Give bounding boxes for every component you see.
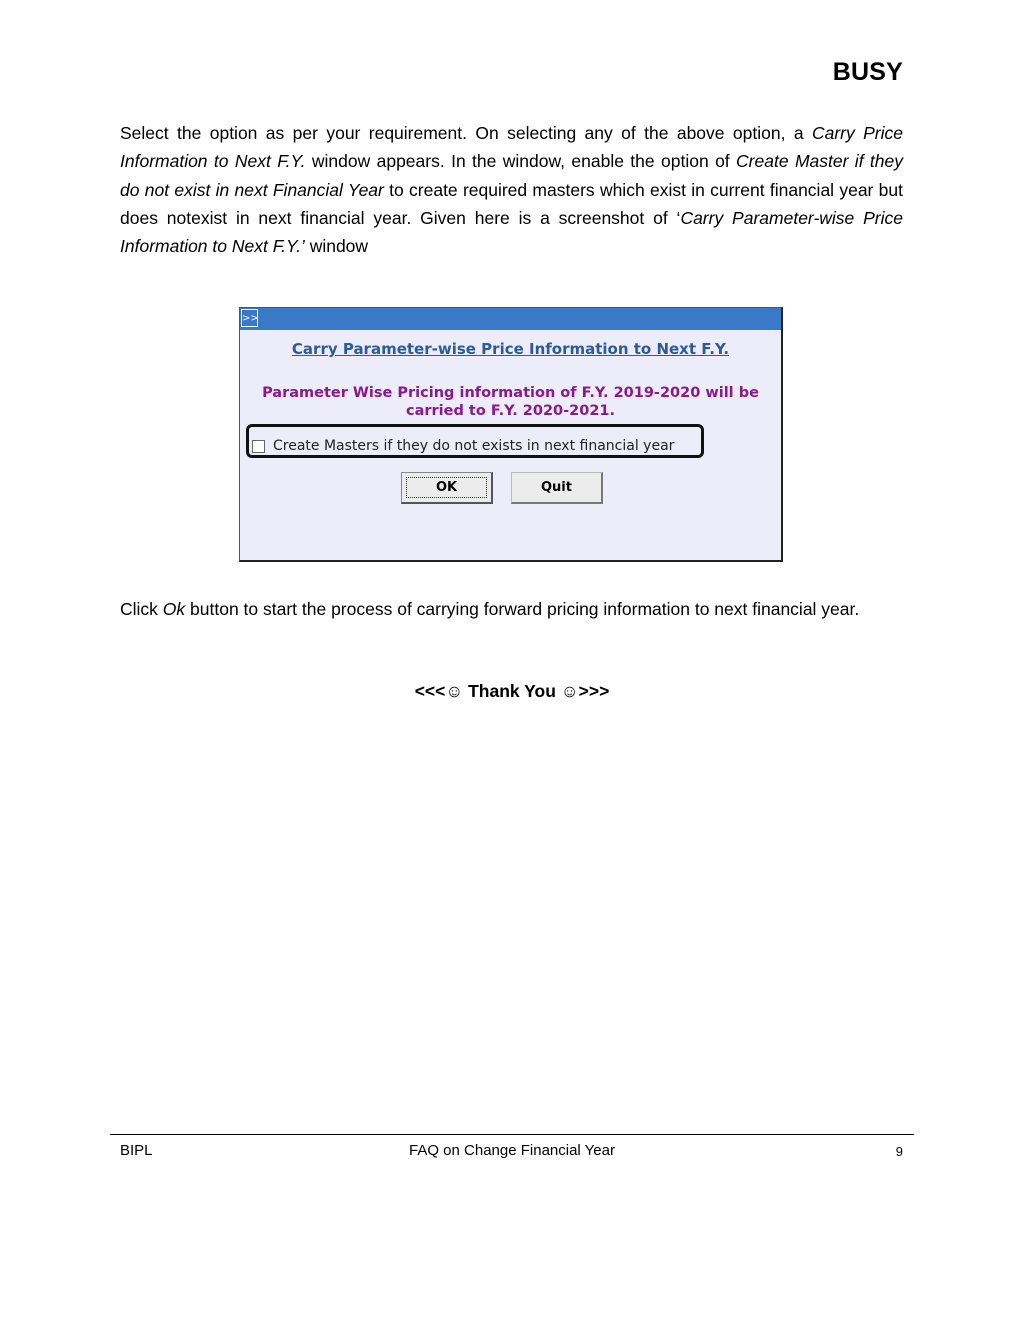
create-masters-option[interactable] [252, 436, 674, 456]
intro-paragraph [120, 119, 903, 260]
expand-button[interactable]: >> [241, 309, 258, 327]
intro-text-2: window appears. In the window, enable the option of [305, 151, 737, 172]
create-masters-checkbox[interactable] [252, 440, 265, 453]
outro-paragraph [120, 595, 903, 623]
intro-text-4: window [304, 236, 369, 257]
outro-ok-word: Ok [162, 599, 186, 619]
carry-pricing-dialog [239, 307, 783, 562]
footer-divider [110, 1134, 914, 1135]
footer-page-number: 9 [895, 1144, 903, 1159]
outro-text-1: Click [120, 599, 163, 619]
thank-you-line: <<<☺ Thank You ☺>>> [414, 681, 610, 701]
footer-company: BIPL [120, 1142, 153, 1159]
intro-option-name: Create Master if they do not exist in next Financial Year [120, 151, 904, 200]
intro-text-1: Select the option as per your requirement. On selecting any of the above option, a [120, 123, 812, 143]
ok-button-label: OK [406, 477, 487, 498]
ok-button[interactable] [401, 472, 493, 504]
intro-window-name: Carry Price Information to Next F.Y. [120, 123, 903, 172]
quit-button[interactable]: Quit [511, 472, 603, 504]
dialog-titlebar [240, 308, 781, 330]
brand-header: BUSY [832, 58, 903, 86]
create-masters-label: Create Masters if they do not exists in next financial year [273, 438, 675, 454]
dialog-title: Carry Parameter-wise Price Information to Next F.Y. [291, 340, 730, 358]
footer-document-title: FAQ on Change Financial Year [409, 1142, 615, 1159]
intro-text-3: to create required masters which exist in current financial year but does notexist in next financial year. Given here is a screenshot of ‘ [120, 179, 903, 228]
outro-text-2: button to start the process of carrying forward pricing information to next financial year. [185, 599, 860, 619]
intro-screenshot-name: Carry Parameter-wise Price Information to Next F.Y.’ [120, 207, 903, 257]
dialog-info-text: Parameter Wise Pricing information of F.Y. 2019-2020 will be carried to F.Y. 2020-2021. [262, 385, 759, 419]
